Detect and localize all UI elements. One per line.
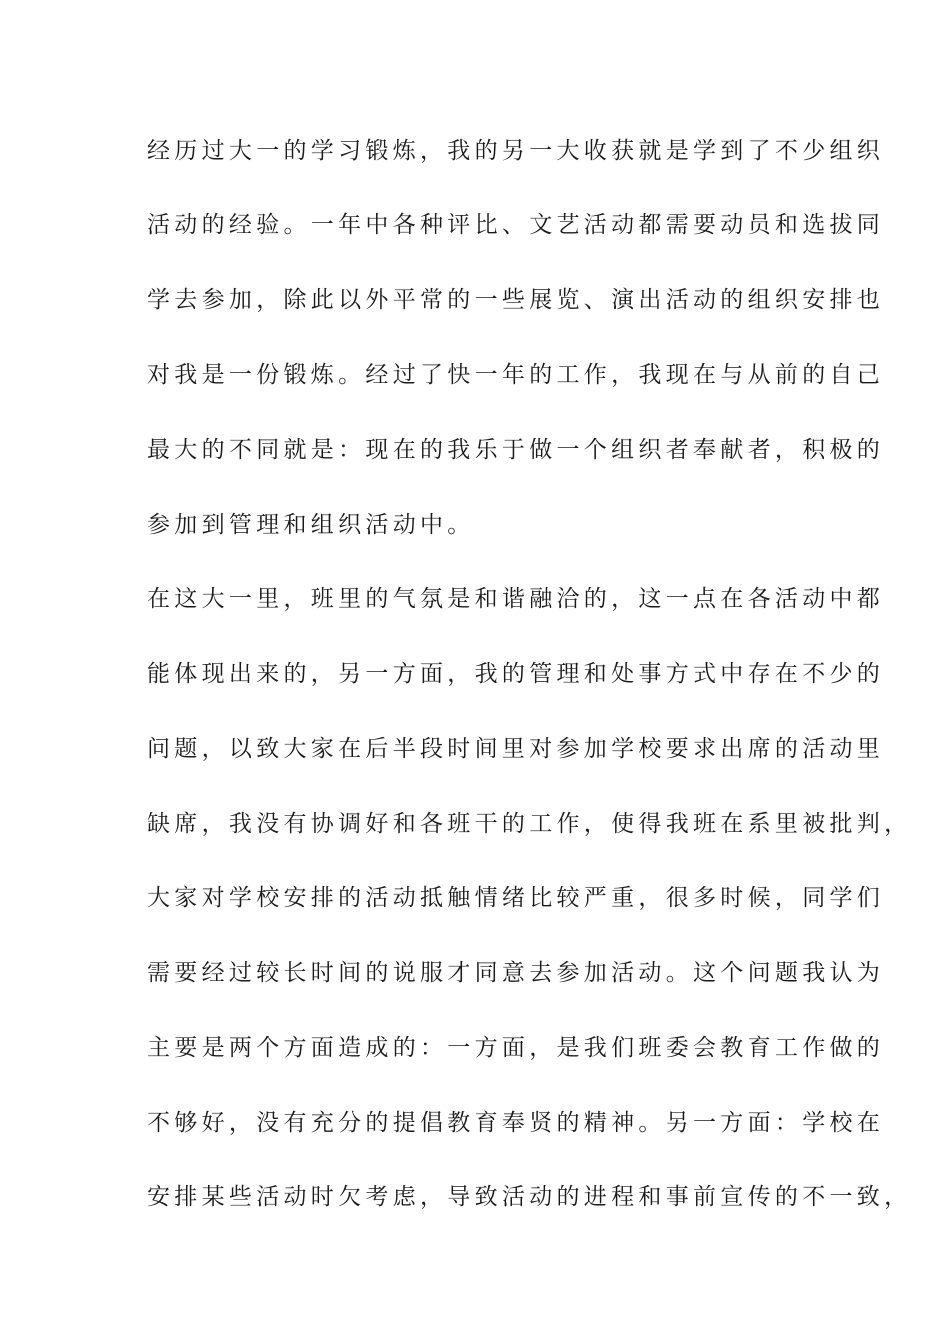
paragraph-line: 问题，以致大家在后半段时间里对参加学校要求出席的活动里 xyxy=(147,736,885,762)
paragraph-line: 最大的不同就是：现在的我乐于做一个组织者奉献者，积极的 xyxy=(147,437,885,463)
paragraph-line: 参加到管理和组织活动中。 xyxy=(147,512,475,538)
paragraph-line: 在这大一里，班里的气氛是和谐融洽的，这一点在各活动中都 xyxy=(147,586,885,612)
paragraph-line: 能体现出来的，另一方面，我的管理和处事方式中存在不少的 xyxy=(147,661,885,687)
paragraph-line: 大家对学校安排的活动抵触情绪比较严重，很多时候，同学们 xyxy=(147,885,885,911)
paragraph-line: 学去参加，除此以外平常的一些展览、演出活动的组织安排也 xyxy=(147,287,885,313)
paragraph-line: 安排某些活动时欠考虑，导致活动的进程和事前宣传的不一致， xyxy=(147,1184,912,1210)
paragraph-line: 主要是两个方面造成的：一方面，是我们班委会教育工作做的 xyxy=(147,1035,885,1061)
paragraph-line: 不够好，没有充分的提倡教育奉贤的精神。另一方面：学校在 xyxy=(147,1110,885,1136)
paragraph-line: 对我是一份锻炼。经过了快一年的工作，我现在与从前的自己 xyxy=(147,362,885,388)
paragraph-line: 经历过大一的学习锻炼，我的另一大收获就是学到了不少组织 xyxy=(147,138,885,164)
paragraph-line: 缺席，我没有协调好和各班干的工作，使得我班在系里被批判， xyxy=(147,811,912,837)
paragraph-line: 活动的经验。一年中各种评比、文艺活动都需要动员和选拔同 xyxy=(147,212,885,238)
paragraph-line: 需要经过较长时间的说服才同意去参加活动。这个问题我认为 xyxy=(147,960,885,986)
